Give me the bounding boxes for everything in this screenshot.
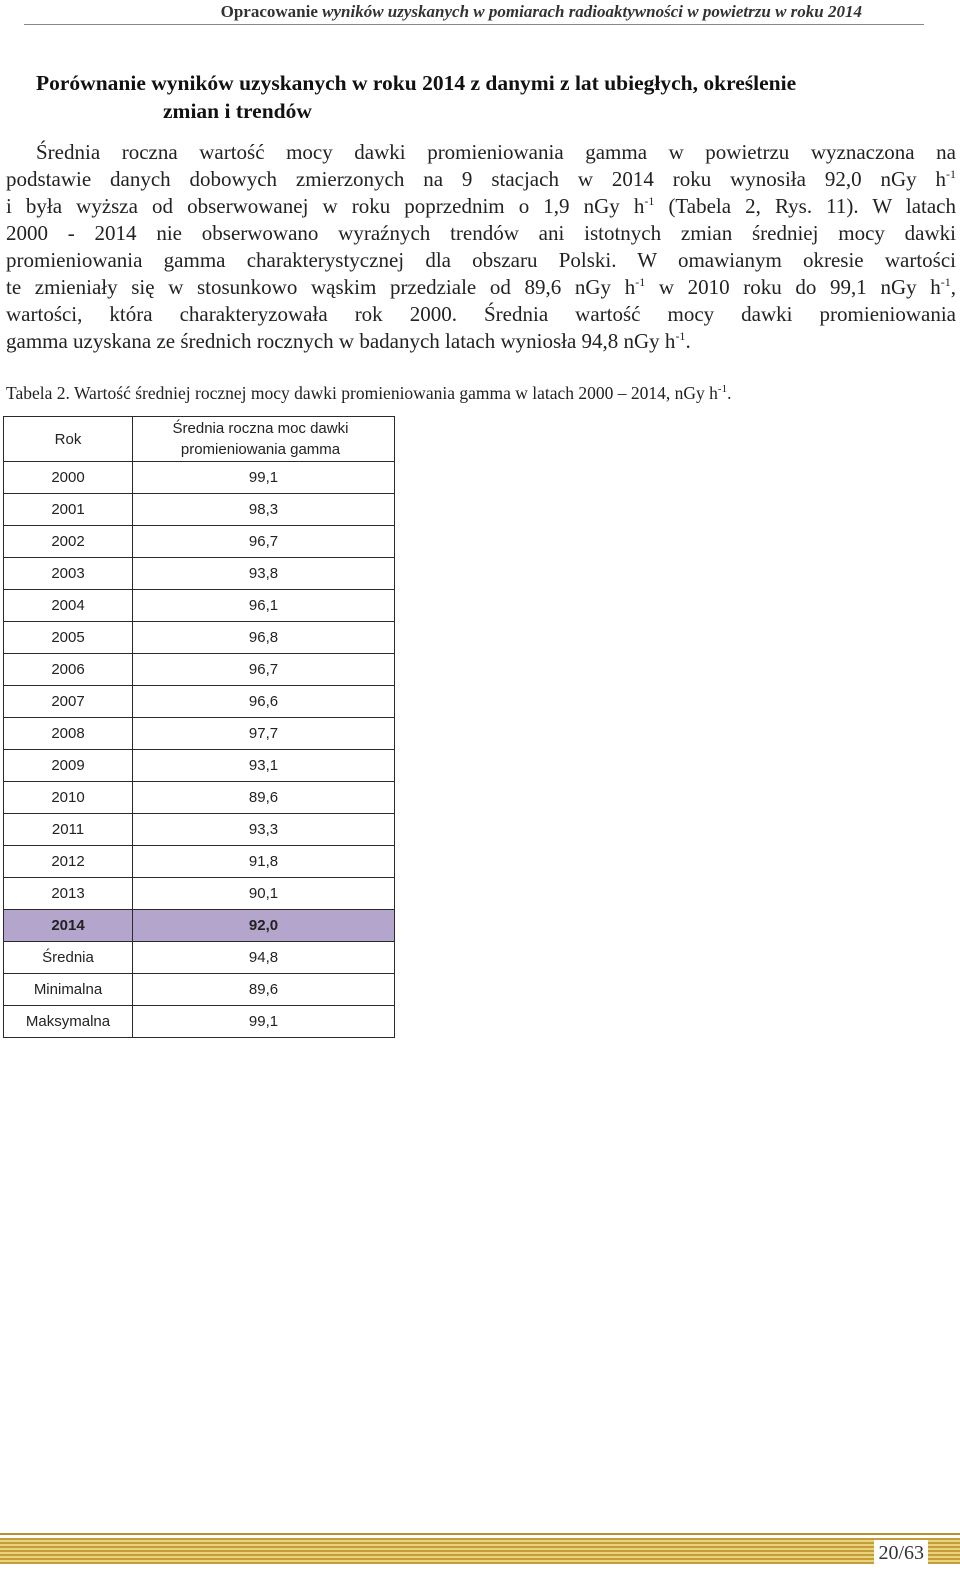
row-label: 2004	[4, 590, 133, 622]
row-value: 92,0	[133, 910, 395, 942]
paragraph-text: promieniowania gamma charakterystycznej dla obszaru Polski. W omawianym okresie wartości	[6, 248, 956, 272]
row-label: 2002	[4, 526, 133, 558]
row-label: 2000	[4, 462, 133, 494]
paragraph-text: .	[685, 329, 691, 353]
row-value: 90,1	[133, 878, 395, 910]
row-value: 96,8	[133, 622, 395, 654]
running-header-title	[221, 2, 862, 22]
row-value: 98,3	[133, 494, 395, 526]
body-paragraph	[6, 139, 956, 355]
table-row	[4, 462, 395, 494]
row-label: Minimalna	[4, 974, 133, 1006]
paragraph-text: Średnia roczna wartość mocy dawki promieniowania gamma w powietrzu wyznaczona na	[36, 140, 956, 164]
table-caption	[6, 383, 731, 404]
section-heading	[36, 69, 952, 125]
table-row-summary	[4, 974, 395, 1006]
row-label: 2008	[4, 718, 133, 750]
caption-end: .	[727, 383, 732, 403]
paragraph-text: wartości, która charakteryzowała rok 2000. Średnia wartość mocy dawki promieniowania	[6, 302, 956, 326]
footer-band	[0, 1538, 960, 1564]
paragraph-text: (Tabela 2, Rys. 11). W latach	[654, 194, 956, 218]
table-header-row	[4, 417, 395, 462]
table-row	[4, 878, 395, 910]
superscript: -1	[644, 194, 655, 208]
row-value: 91,8	[133, 846, 395, 878]
row-label: 2006	[4, 654, 133, 686]
row-value: 99,1	[133, 1006, 395, 1038]
table-row	[4, 590, 395, 622]
row-label: Średnia	[4, 942, 133, 974]
table-row-highlighted	[4, 910, 395, 942]
paragraph-text: 2000 - 2014 nie obserwowano wyraźnych trendów ani istotnych zmian średniej mocy dawki	[6, 221, 956, 245]
table-row	[4, 782, 395, 814]
row-label: 2003	[4, 558, 133, 590]
paragraph-line	[6, 328, 956, 355]
paragraph-line	[6, 247, 956, 274]
superscript: -1	[940, 275, 951, 289]
paragraph-text: ,	[950, 275, 956, 299]
heading-line-2: zmian i trendów	[163, 99, 312, 123]
column-header-dose	[133, 417, 395, 462]
superscript: -1	[675, 329, 686, 343]
page-number: 20/63	[874, 1540, 928, 1566]
row-label: 2014	[4, 910, 133, 942]
table-row-summary	[4, 1006, 395, 1038]
heading-line-1: Porównanie wyników uzyskanych w roku 2014 z danymi z lat ubiegłych, określenie	[36, 71, 797, 95]
superscript: -1	[946, 167, 956, 181]
paragraph-text: podstawie danych dobowych zmierzonych na 9 stacjach w 2014 roku wynosiła 92,0 nGy h	[6, 167, 946, 191]
row-value: 89,6	[133, 974, 395, 1006]
paragraph-line	[6, 193, 956, 220]
table-row	[4, 718, 395, 750]
row-label: 2007	[4, 686, 133, 718]
row-label: 2005	[4, 622, 133, 654]
page-header	[0, 0, 960, 30]
row-value: 94,8	[133, 942, 395, 974]
row-value: 96,1	[133, 590, 395, 622]
superscript: -1	[717, 383, 728, 395]
row-label: 2009	[4, 750, 133, 782]
paragraph-line	[6, 166, 956, 193]
paragraph-text: w 2010 roku do 99,1 nGy h	[645, 275, 941, 299]
row-value: 93,3	[133, 814, 395, 846]
row-value: 99,1	[133, 462, 395, 494]
paragraph-text: gamma uzyskana ze średnich rocznych w badanych latach wyniosła 94,8 nGy h	[6, 329, 676, 353]
table-row	[4, 622, 395, 654]
table-row	[4, 686, 395, 718]
table-row	[4, 846, 395, 878]
paragraph-line	[6, 274, 956, 301]
paragraph-line	[6, 139, 956, 166]
superscript: -1	[635, 275, 646, 289]
column-header-year: Rok	[4, 417, 133, 462]
gamma-dose-table	[3, 416, 395, 1038]
row-value: 96,6	[133, 686, 395, 718]
row-value: 93,1	[133, 750, 395, 782]
table-row	[4, 750, 395, 782]
paragraph-text: te zmieniały się w stosunkowo wąskim przedziale od 89,6 nGy h	[6, 275, 636, 299]
caption-text: Tabela 2. Wartość średniej rocznej mocy dawki promieniowania gamma w latach 2000 – 2014, nGy h	[6, 383, 718, 403]
row-label: 2013	[4, 878, 133, 910]
column-header-dose-line-1: Średnia roczna moc dawki	[172, 420, 349, 437]
column-header-dose-line-2: promieniowania gamma	[180, 441, 341, 458]
table-row	[4, 558, 395, 590]
row-label: 2010	[4, 782, 133, 814]
footer-rule	[0, 1533, 960, 1535]
table-row	[4, 654, 395, 686]
table-row	[4, 526, 395, 558]
header-title-italic: wyników uzyskanych w pomiarach radioaktywności w powietrzu w roku 2014	[322, 2, 862, 21]
header-title-normal: Opracowanie	[220, 2, 323, 21]
row-value: 96,7	[133, 526, 395, 558]
row-label: 2012	[4, 846, 133, 878]
row-value: 97,7	[133, 718, 395, 750]
header-rule	[24, 24, 924, 25]
row-label: Maksymalna	[4, 1006, 133, 1038]
row-label: 2001	[4, 494, 133, 526]
row-value: 89,6	[133, 782, 395, 814]
paragraph-line	[6, 220, 956, 247]
table-row-summary	[4, 942, 395, 974]
paragraph-line	[6, 301, 956, 328]
row-value: 96,7	[133, 654, 395, 686]
paragraph-text: i była wyższa od obserwowanej w roku poprzednim o 1,9 nGy h	[6, 194, 645, 218]
table-row	[4, 494, 395, 526]
table-row	[4, 814, 395, 846]
row-label: 2011	[4, 814, 133, 846]
row-value: 93,8	[133, 558, 395, 590]
